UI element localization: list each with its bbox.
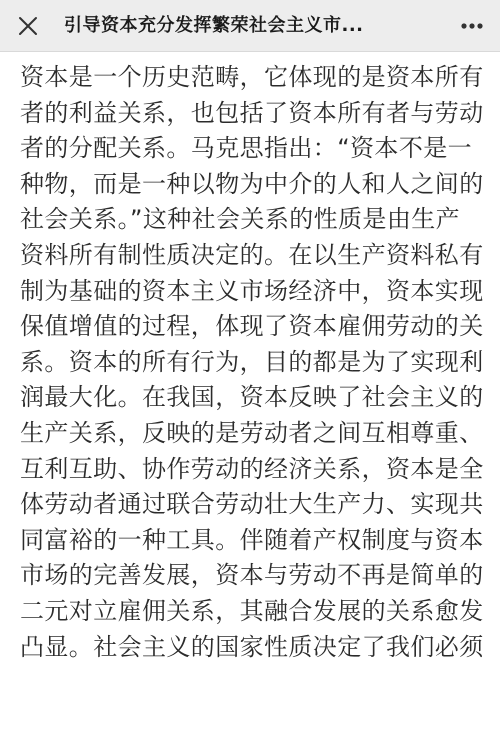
article-line: 种物，而是一种以物为中介的人和人之间的 [20, 169, 484, 198]
page-title: 引导资本充分发挥繁荣社会主义市... [64, 15, 364, 36]
article-line: 资本是一个历史范畴，它体现的是资本所有 [20, 63, 484, 91]
article-line: 保值增值的过程，体现了资本雇佣劳动的关 [20, 312, 484, 341]
article-line: 互利互助、协作劳动的经济关系，资本是全 [20, 454, 484, 483]
close-icon [17, 15, 39, 37]
article-line: 系。资本的所有行为，目的都是为了实现利 [20, 347, 484, 376]
article-line: 生产关系，反映的是劳动者之间互相尊重、 [20, 418, 484, 447]
close-button[interactable] [10, 8, 46, 44]
article-line: 社会关系。”这种社会关系的性质是由生产 [20, 205, 461, 234]
article-line: 润最大化。在我国，资本反映了社会主义的 [20, 383, 484, 412]
article-line: 二元对立雇佣关系，其融合发展的关系愈发 [20, 596, 484, 625]
article-line: 制为基础的资本主义市场经济中，资本实现 [20, 276, 484, 305]
article-line: 市场的完善发展，资本与劳动不再是简单的 [20, 561, 484, 590]
article-line: 资料所有制性质决定的。在以生产资料私有 [20, 240, 484, 269]
more-button[interactable] [454, 8, 490, 44]
article-line: 凸显。社会主义的国家性质决定了我们必须 [20, 632, 484, 661]
more-dots-icon [460, 22, 484, 30]
article-body [20, 60, 488, 733]
article-line: 体劳动者通过联合劳动壮大生产力、实现共 [20, 490, 484, 519]
article-line: 同富裕的一种工具。伴随着产权制度与资本 [20, 525, 484, 554]
article-line: 者的利益关系，也包括了资本所有者与劳动 [20, 98, 484, 127]
article-line: 者的分配关系。马克思指出：“资本不是一 [20, 134, 473, 163]
top-bar [0, 0, 500, 52]
